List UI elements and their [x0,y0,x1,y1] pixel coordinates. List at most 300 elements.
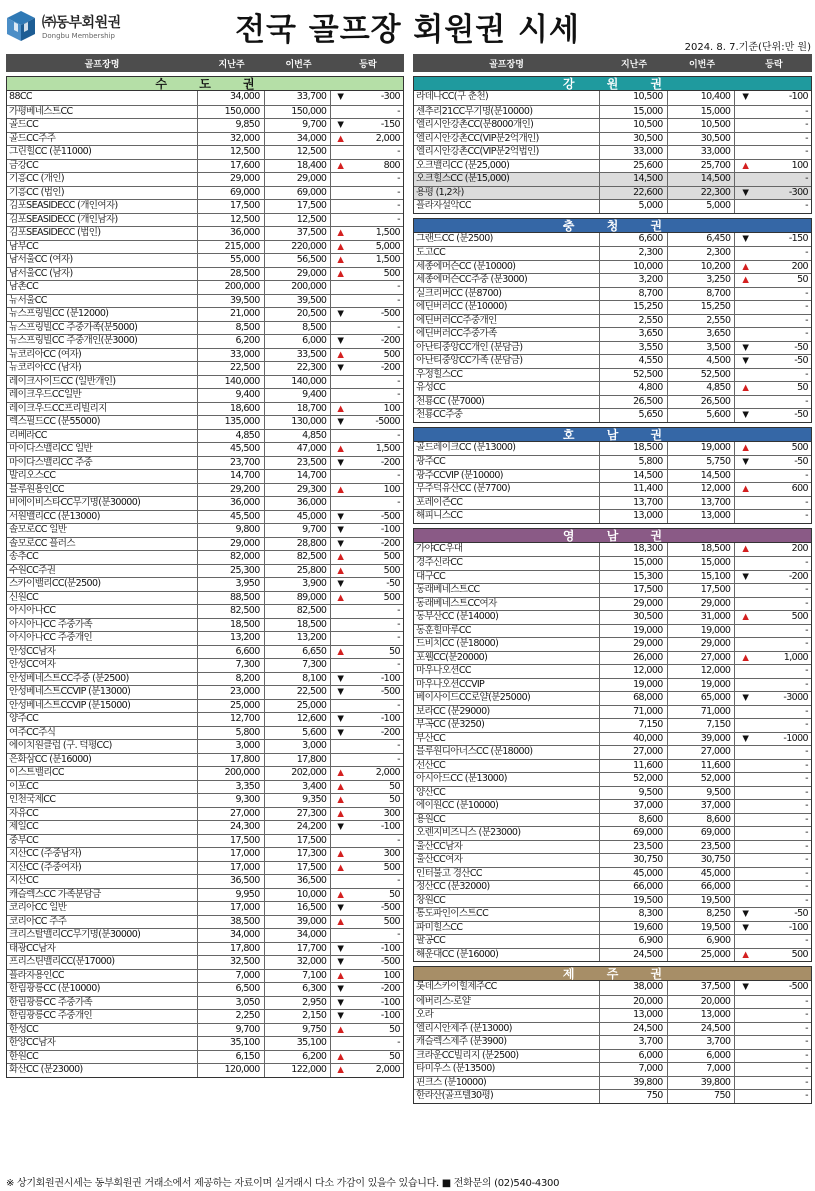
last-week-price: 18,500 [600,442,668,456]
table-row [414,995,811,1009]
price-change: - [805,173,808,184]
table-row [7,1050,403,1064]
price-change: - [805,624,808,636]
down-arrow-icon: ▼ [742,733,749,744]
last-week-price: 30,500 [600,133,668,146]
table-row [414,327,811,341]
last-week-price: 8,700 [600,288,668,301]
price-change: 50 [389,888,400,900]
down-arrow-icon: ▼ [337,943,344,954]
last-week-price: 34,000 [198,929,265,942]
table-row [414,570,811,584]
no-change-icon [735,773,755,786]
this-week-price: 34,000 [265,929,332,942]
this-week-price: 69,000 [668,827,736,840]
table-row [414,745,811,759]
table-row [7,928,403,942]
club-name: 정산CC (분32000) [414,881,600,894]
club-name: 인천국제CC [7,794,198,807]
last-week-price: 37,000 [600,800,668,813]
last-week-price: 15,300 [600,571,668,584]
table-header [413,54,812,72]
region-title: 제 주 권 [414,967,811,981]
table-row [7,955,403,969]
no-change-icon [735,301,755,314]
price-change: -100 [380,713,400,724]
last-week-price: 17,000 [198,902,265,915]
no-change-icon [735,200,755,213]
club-name: 마우나오션CC [414,665,600,678]
price-change: - [397,186,400,198]
club-name: 오크힐스CC (분15,000) [414,173,600,186]
price-change: 1,500 [375,443,400,454]
table-row [414,509,811,523]
up-arrow-icon: ▲ [742,160,749,171]
down-arrow-icon: ▼ [742,410,749,420]
last-week-price: 15,250 [600,301,668,314]
price-change: 5,000 [375,240,400,252]
last-week-price: 2,550 [600,315,668,328]
no-change-icon [735,854,755,867]
club-name: 한림광릉CC 주중가족 [7,997,198,1010]
this-week-price: 10,500 [668,119,736,132]
table-row [414,718,811,732]
price-change: 200 [791,260,808,272]
right-price-table [413,54,812,1104]
last-week-price: 13,000 [600,1009,668,1022]
last-week-price: 6,500 [198,983,265,996]
table-row [414,543,811,557]
price-change: -200 [380,362,400,373]
this-week-price: 19,500 [668,922,736,935]
no-change-icon [735,881,755,894]
col-header-prev: 지난주 [620,59,648,70]
price-change: - [397,389,400,400]
up-arrow-icon: ▲ [742,652,749,663]
table-row [414,705,811,719]
club-name: 에딘버러CC (분10000) [414,301,600,314]
table-row [7,496,403,510]
price-change: - [397,105,400,117]
price-change: 2,000 [375,767,400,778]
price-change: - [805,773,808,784]
table-row [414,1049,811,1063]
table-row [414,934,811,948]
table-row [7,685,403,699]
region-rows [414,981,811,1103]
no-change-icon [735,1050,755,1063]
table-row [7,753,403,767]
up-arrow-icon: ▲ [337,970,344,981]
table-row [7,388,403,402]
this-week-price: 2,950 [265,997,332,1010]
club-name: 신원CC [7,592,198,605]
this-week-price: 4,850 [668,382,736,395]
table-row [414,172,811,186]
this-week-price: 20,500 [265,308,332,321]
price-change: 300 [383,807,400,819]
club-name: 뉴스프링빌CC 주중개인(분3000) [7,335,198,348]
this-week-price: 12,000 [668,483,736,496]
club-name: 센추리21CC무기명(분10000) [414,106,600,119]
this-week-price: 2,550 [668,315,736,328]
price-change: - [805,719,808,730]
price-change: 100 [791,159,808,171]
this-week-price: 89,000 [265,592,332,605]
down-arrow-icon: ▼ [742,92,749,102]
this-week-price: 27,000 [668,652,736,665]
last-week-price: 200,000 [198,281,265,294]
table-row [7,442,403,456]
club-name: 마이다스밸리CC 주중 [7,457,198,470]
table-row [414,813,811,827]
no-change-icon [735,868,755,881]
up-arrow-icon: ▲ [337,133,344,144]
price-change: - [805,894,808,906]
region-rows [414,442,811,523]
table-row [414,260,811,274]
table-row [7,901,403,915]
table-row [7,604,403,618]
price-change: - [397,618,400,630]
this-week-price: 24,500 [668,1023,736,1036]
price-change: 100 [383,402,400,414]
club-name: 김포SEASIDECC (개인남자) [7,214,198,227]
up-arrow-icon: ▲ [337,484,344,495]
last-week-price: 3,700 [600,1036,668,1049]
club-name: 코리아CC 주주 [7,916,198,929]
last-week-price: 18,600 [198,403,265,416]
last-week-price: 17,500 [600,584,668,597]
last-week-price: 13,000 [600,510,668,523]
table-row [7,375,403,389]
down-arrow-icon: ▼ [742,571,749,582]
down-arrow-icon: ▼ [337,538,344,549]
club-name: 통도파인이스트CC [414,908,600,921]
this-week-price: 3,650 [668,328,736,341]
price-change: -50 [794,355,808,366]
up-arrow-icon: ▲ [742,261,749,272]
last-week-price: 3,050 [198,997,265,1010]
no-change-icon [735,787,755,800]
col-header-curr: 이번주 [285,59,312,70]
club-name: 기흥CC (법인) [7,187,198,200]
no-change-icon [331,1037,349,1050]
last-week-price: 3,650 [600,328,668,341]
price-change: - [805,597,808,609]
last-week-price: 52,000 [600,773,668,786]
no-change-icon [735,841,755,854]
price-change: 500 [791,441,808,453]
table-row [414,624,811,638]
up-arrow-icon: ▲ [337,768,344,778]
last-week-price: 32,500 [198,956,265,969]
club-name: 동래베네스트CC여자 [414,598,600,611]
up-arrow-icon: ▲ [337,228,344,238]
table-row [414,867,811,881]
table-row [7,726,403,740]
no-change-icon [735,497,755,510]
price-change: 50 [389,645,400,657]
club-name: 플라자용인CC [7,970,198,983]
club-name: 리베라CC [7,430,198,443]
club-name: 발리오스CC [7,470,198,483]
club-name: 한양CC남자 [7,1037,198,1050]
down-arrow-icon: ▼ [337,579,344,589]
table-row [414,1062,811,1076]
club-name: 용평 (1,2차) [414,187,600,200]
club-name: 마이다스밸리CC 일반 [7,443,198,456]
club-name: 스카이밸리CC(분2500) [7,578,198,591]
this-week-price: 14,500 [668,173,736,186]
price-change: 50 [797,274,808,285]
last-week-price: 69,000 [600,827,668,840]
table-row [414,921,811,935]
table-row [7,780,403,794]
no-change-icon [735,814,755,827]
last-week-price: 27,000 [198,808,265,821]
this-week-price: 33,700 [265,91,332,105]
price-change: - [805,200,808,211]
table-row [414,637,811,651]
no-change-icon [735,827,755,840]
price-change: - [397,294,400,306]
price-change: - [805,881,808,892]
price-change: -5000 [375,416,400,427]
club-name: 천룡CC주중 [414,409,600,422]
last-week-price: 33,000 [198,349,265,362]
down-arrow-icon: ▼ [742,922,749,933]
last-week-price: 26,000 [600,652,668,665]
price-change: - [397,659,400,670]
this-week-price: 8,700 [668,288,736,301]
this-week-price: 18,700 [265,403,332,416]
no-change-icon [331,376,349,389]
no-change-icon [735,1090,755,1103]
this-week-price: 56,500 [265,254,332,267]
region-title: 호 남 권 [414,428,811,442]
no-change-icon [735,996,755,1009]
last-week-price: 2,300 [600,247,668,260]
club-name: 해운대CC (분16000) [414,949,600,962]
this-week-price: 18,500 [265,619,332,632]
down-arrow-icon: ▼ [742,982,749,992]
this-week-price: 47,000 [265,443,332,456]
club-name: 동래베네스트CC [414,584,600,597]
last-week-price: 5,650 [600,409,668,422]
up-arrow-icon: ▲ [337,241,344,252]
col-header-curr: 이번주 [688,59,716,70]
down-arrow-icon: ▼ [337,903,344,913]
last-week-price: 18,500 [198,619,265,632]
up-arrow-icon: ▲ [337,1024,344,1035]
price-change: -50 [794,456,808,467]
club-name: 안성베네스트CCVIP (분13000) [7,686,198,699]
this-week-price: 33,000 [668,146,736,159]
down-arrow-icon: ▼ [337,822,344,832]
price-change: 50 [389,1050,400,1062]
table-row [414,691,811,705]
last-week-price: 36,000 [198,497,265,510]
no-change-icon [735,396,755,409]
down-arrow-icon: ▼ [742,693,749,703]
this-week-price: 17,500 [265,200,332,213]
price-change: -50 [386,578,400,589]
table-row [414,408,811,422]
up-arrow-icon: ▲ [337,849,344,859]
no-change-icon [331,929,349,942]
this-week-price: 16,500 [265,902,332,915]
table-row [7,888,403,902]
last-week-price: 7,300 [198,659,265,672]
club-name: 송추CC [7,551,198,564]
up-arrow-icon: ▲ [742,275,749,285]
table-row [414,948,811,962]
price-change: - [397,470,400,481]
club-name: 캐슬렉스제주 (분3900) [414,1036,600,1049]
club-name: 안성베네스트CCVIP (분15000) [7,700,198,713]
club-name: 프리스틴밸리CC(분17000) [7,956,198,969]
last-week-price: 5,000 [600,200,668,213]
table-header [6,54,404,72]
club-name: 한림광릉CC (분10000) [7,983,198,996]
price-change: - [805,638,808,649]
table-row [414,186,811,200]
table-row [7,564,403,578]
last-week-price: 15,000 [600,106,668,119]
last-week-price: 3,350 [198,781,265,794]
last-week-price: 13,700 [600,497,668,510]
price-change: -1000 [783,732,808,744]
this-week-price: 2,150 [265,1010,332,1023]
club-name: 드비치CC (분18000) [414,638,600,651]
this-week-price: 9,400 [265,389,332,402]
last-week-price: 82,000 [198,551,265,564]
table-row [7,105,403,119]
this-week-price: 39,000 [668,733,736,746]
last-week-price: 24,500 [600,1023,668,1036]
this-week-price: 220,000 [265,241,332,254]
last-week-price: 140,000 [198,376,265,389]
table-row [7,361,403,375]
club-name: 아시아나CC 주중개인 [7,632,198,645]
table-row [414,273,811,287]
club-name: 에딘버러CC주중가족 [414,328,600,341]
last-week-price: 9,800 [198,524,265,537]
last-week-price: 24,500 [600,949,668,962]
down-arrow-icon: ▼ [337,714,344,724]
up-arrow-icon: ▲ [337,444,344,454]
no-change-icon [331,835,349,848]
this-week-price: 33,500 [265,349,332,362]
up-arrow-icon: ▲ [742,612,749,622]
price-change: 300 [383,848,400,859]
last-week-price: 36,000 [198,227,265,240]
no-change-icon [735,706,755,719]
club-name: 골드CC주주 [7,133,198,146]
this-week-price: 3,000 [265,740,332,753]
club-name: 에이원CC (분10000) [414,800,600,813]
this-week-price: 6,650 [265,646,332,659]
this-week-price: 15,000 [668,557,736,570]
table-row [7,658,403,672]
price-change: - [805,854,808,865]
club-name: 화산CC (분23000) [7,1064,198,1077]
no-change-icon [735,598,755,611]
down-arrow-icon: ▼ [742,233,749,244]
col-header-prev: 지난주 [218,59,245,70]
last-week-price: 17,800 [198,943,265,956]
table-row [7,942,403,956]
last-week-price: 19,000 [600,625,668,638]
club-name: 가야CC우대 [414,543,600,557]
last-week-price: 17,500 [198,200,265,213]
last-week-price: 10,500 [600,119,668,132]
table-row [7,145,403,159]
down-arrow-icon: ▼ [742,457,749,467]
club-name: 골드CC [7,119,198,132]
price-change: 50 [389,794,400,805]
club-name: 부산CC [414,733,600,746]
last-week-price: 9,400 [198,389,265,402]
price-change: -200 [788,570,808,582]
club-name: 안성베네스트CC주중 (분2500) [7,673,198,686]
club-name: 광주CC [414,456,600,469]
this-week-price: 12,600 [265,713,332,726]
club-name: 남서울CC (남자) [7,268,198,281]
price-change: - [805,1090,808,1101]
this-week-price: 8,100 [265,673,332,686]
price-change: - [397,875,400,886]
last-week-price: 55,000 [198,254,265,267]
no-change-icon [735,800,755,813]
last-week-price: 40,000 [600,733,668,746]
table-row [7,969,403,983]
club-name: 우정힐스CC [414,369,600,382]
this-week-price: 12,000 [668,665,736,678]
price-change: -500 [788,981,808,992]
no-change-icon [331,659,349,672]
club-name: 아난티중앙CC개인 (분담금) [414,342,600,355]
table-row [7,226,403,240]
up-arrow-icon: ▲ [337,808,344,819]
this-week-price: 140,000 [265,376,332,389]
no-change-icon [735,1077,755,1090]
table-row [7,861,403,875]
table-row [414,759,811,773]
this-week-price: 25,000 [265,700,332,713]
last-week-price: 9,500 [600,787,668,800]
this-week-price: 27,000 [668,746,736,759]
this-week-price: 750 [668,1090,736,1103]
club-name: 포웰CC(분20000) [414,652,600,665]
this-week-price: 12,500 [265,214,332,227]
club-name: 엘리시안강촌CC(VIP분2억법인) [414,146,600,159]
this-week-price: 9,700 [265,119,332,132]
table-row [7,996,403,1010]
club-name: 부곡CC (분3250) [414,719,600,732]
club-name: 울산CC남자 [414,841,600,854]
down-arrow-icon: ▼ [337,511,344,522]
table-row [7,699,403,713]
table-row [7,672,403,686]
club-name: 지산CC (주중남자) [7,848,198,861]
no-change-icon [735,557,755,570]
table-row [414,853,811,867]
table-row [414,1022,811,1036]
price-change: - [805,1049,808,1061]
up-arrow-icon: ▲ [337,255,344,265]
